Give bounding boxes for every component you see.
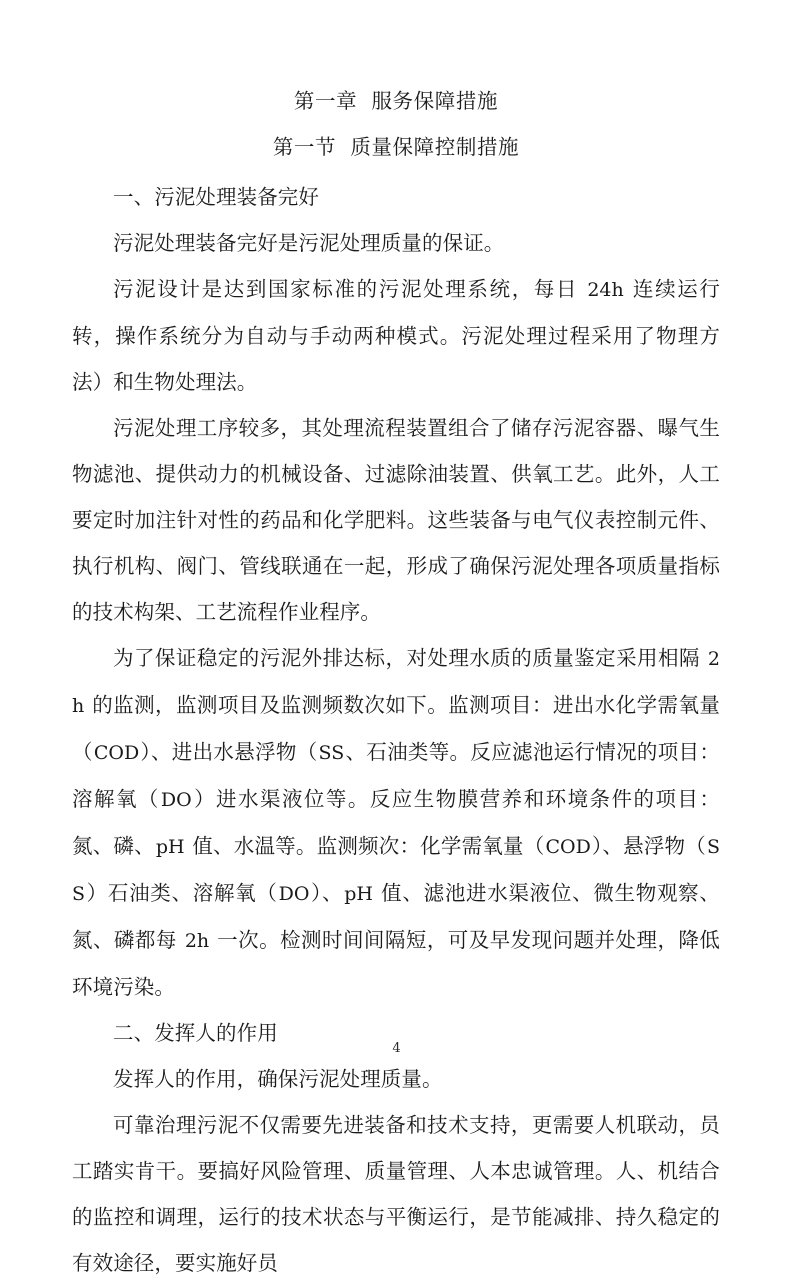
latin-run: COD xyxy=(93,742,140,764)
latin-run: DO xyxy=(278,883,310,905)
page-number-footer: 4 xyxy=(392,1041,401,1056)
latin-run: SS xyxy=(72,836,720,905)
latin-run: 2h xyxy=(184,930,210,952)
body-paragraph-1: 污泥处理装备完好是污泥处理质量的保证。 xyxy=(113,231,505,255)
body-paragraph-4: 为了保证稳定的污泥外排达标，对处理水质的质量鉴定采用相隔 2h 的监测，监测项目及监测频数次如下。监测项目：进出水化学需氧量（COD）、进出水悬浮物（SS、石油类等。反应滤池运行情况的项目：溶解氧（DO）进水渠液位等。反应生物膜营养和环境条件的项目：氮、磷、pH 值、水温等。监测频次：化学需氧量（COD）、悬浮物（SS）石油类、溶解氧（DO）、pH 值、滤池进水渠液位、微生物观察、氮、磷都每 2h 一次。检测时间间隔短，可及早发现问题并处理，降低环境污染。 xyxy=(72,646,720,999)
body-paragraph-6: 可靠治理污泥不仅需要先进装备和技术支持，更需要人机联动，员工踏实肯干。要搞好风险管理、质量管理、人本忠诚管理。人、机结合的监控和调理，运行的技术状态与平衡运行，是节能减排、持久稳定的有效途径，要实施好员 xyxy=(72,1113,720,1275)
subheading-two: 二、发挥人的作用 xyxy=(113,1021,278,1045)
latin-run: 2h xyxy=(72,648,720,717)
body-paragraph-2: 污泥设计是达到国家标准的污泥处理系统，每日 24h 连续运行转，操作系统分为自动与手动两种模式。污泥处理过程采用了物理方法）和生物处理法。 xyxy=(72,277,720,394)
latin-run: pH xyxy=(155,836,185,858)
chapter-heading: 第一章 服务保障措施 xyxy=(293,89,499,113)
body-paragraph-5: 发挥人的作用，确保污泥处理质量。 xyxy=(113,1067,443,1091)
subheading-one: 一、污泥处理装备完好 xyxy=(113,185,319,209)
latin-run: pH xyxy=(344,883,373,905)
latin-run: 24h xyxy=(587,279,624,301)
section-heading: 第一节 质量保障控制措施 xyxy=(272,135,520,159)
page-content-area xyxy=(72,78,720,1286)
latin-run: COD xyxy=(545,836,591,858)
body-paragraph-3: 污泥处理工序较多，其处理流程装置组合了储存污泥容器、曝气生物滤池、提供动力的机械设备、过滤除油装置、供氧工艺。此外，人工要定时加注针对性的药品和化学肥料。这些装备与电气仪表控制元件、执行机构、阀门、管线联通在一起，形成了确保污泥处理各项质量指标的技术构架、工艺流程作业程序。 xyxy=(72,416,720,624)
latin-run: DO xyxy=(160,789,192,811)
latin-run: SS xyxy=(318,742,345,764)
